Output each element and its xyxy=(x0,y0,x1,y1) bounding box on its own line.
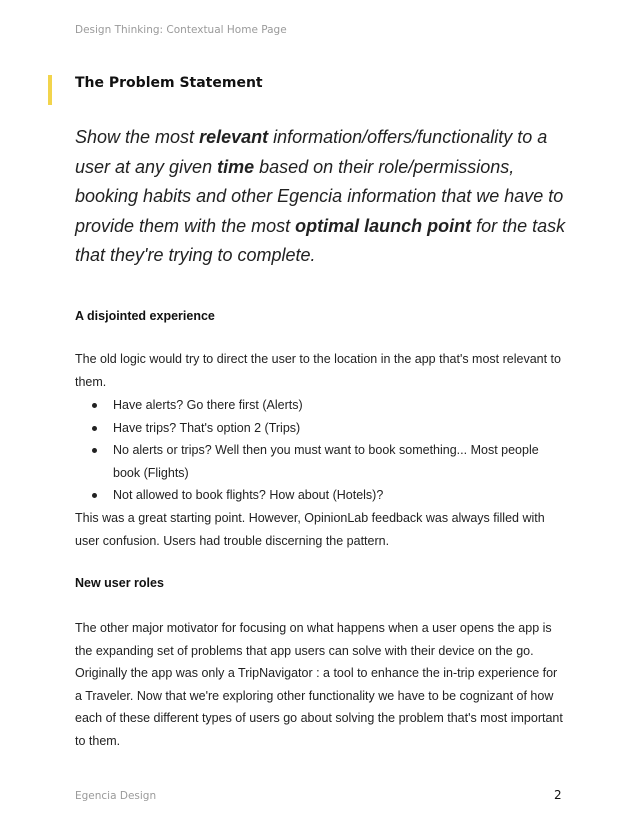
disjointed-heading: A disjointed experience xyxy=(75,309,215,323)
bullet-dot xyxy=(92,448,97,453)
bullet-dot xyxy=(92,493,97,498)
bullet-dot xyxy=(92,403,97,408)
problem-emphasis-time: time xyxy=(217,156,255,177)
problem-statement xyxy=(75,123,575,271)
list-item xyxy=(75,484,565,507)
disjointed-outro: This was a great starting point. However, OpinionLab feedback was always filled with user confusion. Users had trouble discerning the pattern. xyxy=(75,511,545,548)
list-item-text: Have trips? That's option 2 (Trips) xyxy=(113,420,301,435)
list-item-text: No alerts or trips? Well then you must want to book something... Most people book (Flights) xyxy=(113,443,539,480)
bullet-dot xyxy=(92,426,97,431)
list-item xyxy=(75,439,565,484)
accent-bar xyxy=(48,75,52,105)
bullet-list xyxy=(75,394,565,507)
problem-text-1: Show the most xyxy=(75,127,200,147)
problem-text-2: information/offers/functionality to a user at any given xyxy=(75,127,548,177)
problem-text-4: for the task that they're trying to complete. xyxy=(75,215,566,265)
problem-emphasis-launch-point: optimal launch point xyxy=(295,215,472,236)
problem-emphasis-relevant: relevant xyxy=(199,127,269,147)
list-item xyxy=(75,394,565,417)
list-item-text: Not allowed to book flights? How about (Hotels)? xyxy=(113,488,384,502)
roles-body: The other major motivator for focusing on what happens when a user opens the app is the expanding set of problems that app users can solve with their device on the go. Originally the app was only a TripNavigator : a tool to enhance the in-trip experience for a Traveler. Now that we're exploring other functionality we have to be cognizant of how each of these different types of users go about solving the problem that's most important to them. xyxy=(75,621,563,748)
disjointed-intro: The old logic would try to direct the user to the location in the app that's most relevant to them. xyxy=(75,352,561,389)
problem-text-3: based on their role/permissions, booking habits and other Egencia information that we have to provide them with the most xyxy=(75,156,564,236)
list-item-text: Have alerts? Go there first (Alerts) xyxy=(113,398,303,412)
footer-label: Egencia Design xyxy=(75,790,157,802)
page-number: 2 xyxy=(554,788,562,802)
section-title: The Problem Statement xyxy=(75,75,263,91)
page-header: Design Thinking: Contextual Home Page xyxy=(75,24,287,36)
list-item xyxy=(75,417,565,440)
roles-heading: New user roles xyxy=(75,576,164,590)
